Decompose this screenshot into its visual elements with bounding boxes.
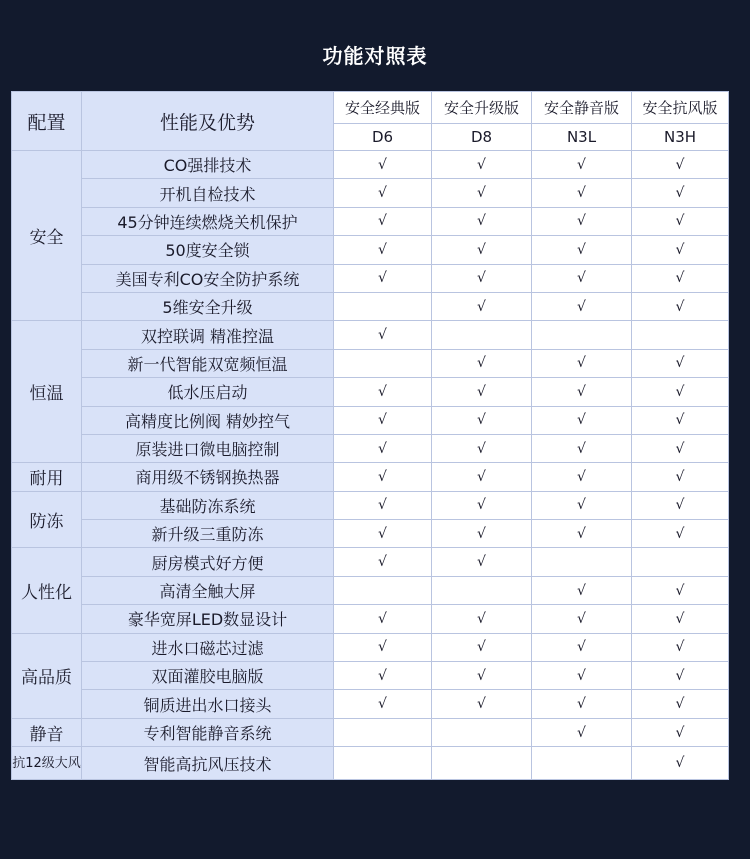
table-row [12,434,729,462]
check-mark: √ [632,690,729,718]
table-row [12,605,729,633]
header-row-models [12,92,729,124]
table-row [12,406,729,434]
table-row [12,179,729,207]
check-mark: √ [632,378,729,406]
table-row [12,520,729,548]
check-mark: √ [532,662,632,690]
check-mark: √ [532,264,632,292]
table-row [12,690,729,718]
check-mark: √ [432,264,532,292]
feature-label: CO强排技术 [82,151,334,179]
empty-cell [632,321,729,349]
feature-label: 基础防冻系统 [82,491,334,519]
empty-cell [532,548,632,576]
check-mark: √ [632,662,729,690]
check-mark: √ [432,633,532,661]
check-mark: √ [632,747,729,780]
feature-label: 45分钟连续燃烧关机保护 [82,207,334,235]
feature-label: 铜质进出水口接头 [82,690,334,718]
empty-cell [632,548,729,576]
check-mark: √ [632,349,729,377]
feature-label: 高清全触大屏 [82,576,334,604]
empty-cell [334,349,432,377]
check-mark: √ [334,406,432,434]
check-mark: √ [532,207,632,235]
table-row [12,747,729,780]
header-performance: 性能及优势 [82,92,334,151]
check-mark: √ [334,633,432,661]
check-mark: √ [432,605,532,633]
category-cell: 安全 [12,151,82,321]
empty-cell [334,747,432,780]
comparison-table [11,91,729,780]
check-mark: √ [532,434,632,462]
table-row [12,321,729,349]
check-mark: √ [632,434,729,462]
check-mark: √ [632,151,729,179]
category-cell: 高品质 [12,633,82,718]
check-mark: √ [334,179,432,207]
feature-label: 商用级不锈钢换热器 [82,463,334,491]
table-row [12,548,729,576]
empty-cell [432,718,532,746]
check-mark: √ [432,548,532,576]
check-mark: √ [334,662,432,690]
model-code-d6: D6 [334,124,432,151]
empty-cell [432,747,532,780]
table-row [12,292,729,320]
model-name-d6: 安全经典版 [334,92,432,124]
model-code-n3h: N3H [632,124,729,151]
table-row [12,151,729,179]
feature-label: 美国专利CO安全防护系统 [82,264,334,292]
table-row [12,264,729,292]
check-mark: √ [532,292,632,320]
check-mark: √ [334,548,432,576]
empty-cell [432,576,532,604]
feature-label: 豪华宽屏LED数显设计 [82,605,334,633]
feature-label: 5维安全升级 [82,292,334,320]
table-row [12,491,729,519]
page-title: 功能对照表 [322,44,428,68]
check-mark: √ [632,463,729,491]
check-mark: √ [432,378,532,406]
check-mark: √ [334,690,432,718]
empty-cell [334,292,432,320]
check-mark: √ [334,520,432,548]
check-mark: √ [632,633,729,661]
check-mark: √ [334,463,432,491]
check-mark: √ [334,236,432,264]
header-config: 配置 [12,92,82,151]
check-mark: √ [632,179,729,207]
check-mark: √ [432,236,532,264]
feature-label: 开机自检技术 [82,179,334,207]
feature-label: 原装进口微电脑控制 [82,434,334,462]
check-mark: √ [432,349,532,377]
check-mark: √ [532,491,632,519]
check-mark: √ [432,207,532,235]
check-mark: √ [432,179,532,207]
check-mark: √ [432,151,532,179]
empty-cell [334,718,432,746]
check-mark: √ [632,207,729,235]
empty-cell [532,321,632,349]
table-row [12,236,729,264]
check-mark: √ [334,378,432,406]
category-cell: 抗12级大风 [12,747,82,780]
check-mark: √ [432,491,532,519]
model-name-n3h: 安全抗风版 [632,92,729,124]
check-mark: √ [532,406,632,434]
check-mark: √ [632,576,729,604]
model-name-n3l: 安全静音版 [532,92,632,124]
table-row [12,576,729,604]
check-mark: √ [432,434,532,462]
check-mark: √ [632,406,729,434]
check-mark: √ [632,520,729,548]
table-row [12,207,729,235]
check-mark: √ [334,207,432,235]
check-mark: √ [432,292,532,320]
feature-label: 低水压启动 [82,378,334,406]
category-cell: 人性化 [12,548,82,633]
check-mark: √ [334,151,432,179]
check-mark: √ [632,491,729,519]
model-name-d8: 安全升级版 [432,92,532,124]
check-mark: √ [632,718,729,746]
table-row [12,378,729,406]
feature-label: 新一代智能双宽频恒温 [82,349,334,377]
check-mark: √ [632,264,729,292]
check-mark: √ [532,718,632,746]
check-mark: √ [432,662,532,690]
table-row [12,349,729,377]
feature-label: 双控联调 精准控温 [82,321,334,349]
empty-cell [432,321,532,349]
table-row [12,718,729,746]
feature-label: 双面灌胶电脑版 [82,662,334,690]
feature-label: 智能高抗风压技术 [82,747,334,780]
check-mark: √ [532,378,632,406]
check-mark: √ [432,463,532,491]
check-mark: √ [532,179,632,207]
model-code-d8: D8 [432,124,532,151]
check-mark: √ [532,576,632,604]
feature-label: 进水口磁芯过滤 [82,633,334,661]
check-mark: √ [532,520,632,548]
feature-label: 新升级三重防冻 [82,520,334,548]
check-mark: √ [432,690,532,718]
check-mark: √ [532,690,632,718]
category-cell: 静音 [12,718,82,746]
model-code-n3l: N3L [532,124,632,151]
check-mark: √ [334,491,432,519]
check-mark: √ [532,349,632,377]
check-mark: √ [334,321,432,349]
check-mark: √ [334,434,432,462]
check-mark: √ [632,605,729,633]
empty-cell [334,576,432,604]
check-mark: √ [632,236,729,264]
category-cell: 恒温 [12,321,82,463]
table-row [12,633,729,661]
check-mark: √ [532,151,632,179]
check-mark: √ [432,520,532,548]
check-mark: √ [632,292,729,320]
check-mark: √ [334,264,432,292]
feature-label: 高精度比例阀 精妙控气 [82,406,334,434]
check-mark: √ [432,406,532,434]
feature-label: 50度安全锁 [82,236,334,264]
category-cell: 耐用 [12,463,82,491]
feature-label: 厨房模式好方便 [82,548,334,576]
feature-label: 专利智能静音系统 [82,718,334,746]
check-mark: √ [532,605,632,633]
check-mark: √ [532,236,632,264]
table-row [12,662,729,690]
check-mark: √ [532,463,632,491]
table-row [12,463,729,491]
empty-cell [532,747,632,780]
check-mark: √ [532,633,632,661]
category-cell: 防冻 [12,491,82,548]
check-mark: √ [334,605,432,633]
